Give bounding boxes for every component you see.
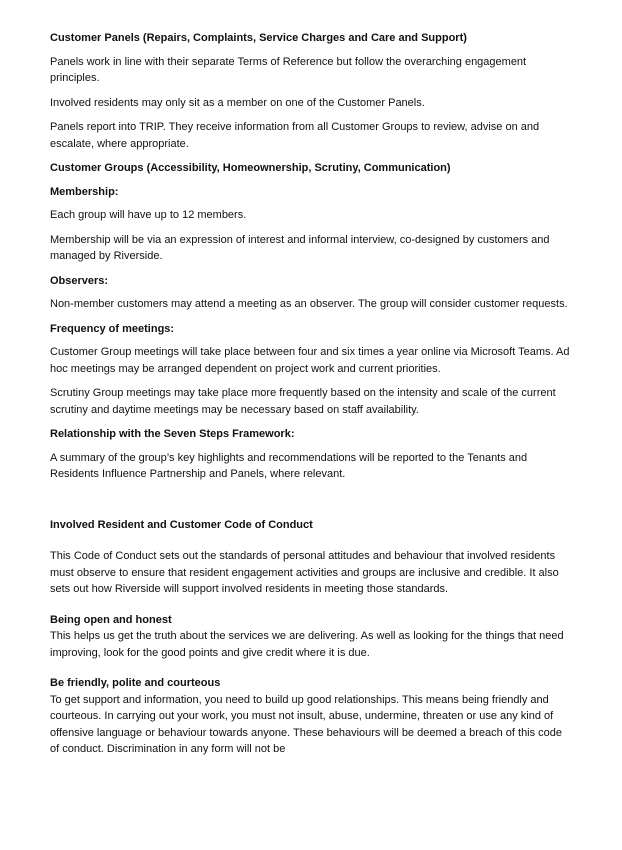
customer-groups-heading (50, 160, 570, 177)
customer-panels-heading (50, 30, 570, 47)
customer-panels-title-suffix: (Repairs, Complaints, Service Charges and Care and Support) (139, 32, 467, 44)
customer-panels-paragraph: Involved residents may only sit as a member on one of the Customer Panels. (50, 96, 425, 109)
membership-paragraph: Each group will have up to 12 members. (50, 209, 247, 221)
customer-groups-title-suffix: (Accessibility, Homeownership, Scrutiny, Communication) (143, 162, 451, 174)
customer-panels-title: Customer Panels (50, 32, 140, 44)
section-spacer (50, 491, 570, 517)
membership-heading: Membership: (50, 185, 119, 198)
code-of-conduct-intro: This Code of Conduct sets out the standards of personal attitudes and behaviour that involved residents must observe to ensure that resident engagement activities and groups are inclusive and credible. It also sets out how Riverside will support involved residents in meeting those standards. (50, 550, 559, 595)
customer-panels-paragraph: Panels work in line with their separate Terms of Reference but follow the overarching engagement principles. (50, 55, 527, 84)
membership-paragraph: Membership will be via an expression of interest and informal interview, co-designed by customers and managed by Riverside. (50, 233, 550, 262)
code-of-conduct-heading: Involved Resident and Customer Code of Conduct (50, 518, 313, 531)
observers-paragraph: Non-member customers may attend a meeting as an observer. The group will consider customer requests. (50, 298, 568, 310)
heading-spacer (50, 540, 570, 548)
friendly-text: To get support and information, you need to build up good relationships. This means being friendly and courteous. In carrying out your work, you must not insult, abuse, undermine, threaten or use any kind of offensive language or behaviour towards anyone. These behaviours will be deemed a breach of this code of conduct. Discrimination in any form will not be (50, 693, 563, 755)
relationship-heading: Relationship with the Seven Steps Framework: (50, 428, 295, 440)
relationship-paragraph: A summary of the group’s key highlights and recommendations will be reported to the Tenants and Residents Influence Partnership and Panels, where relevant. (50, 451, 528, 480)
frequency-heading: Frequency of meetings: (50, 322, 175, 335)
frequency-paragraph: Scrutiny Group meetings may take place more frequently based on the intensity and scale of the current scrutiny and daytime meetings may be necessary based on staff availability. (50, 387, 556, 416)
friendly-heading: Be friendly, polite and courteous (50, 677, 221, 689)
open-honest-heading: Being open and honest (50, 613, 172, 626)
frequency-paragraph: Customer Group meetings will take place between four and six times a year online via Microsoft Teams. Ad hoc meetings may be arranged dependent on project work and current priorities. (50, 346, 570, 375)
open-honest-text: This helps us get the truth about the services we are delivering. As well as looking for the things that need improving, look for the good points and give credit where it is due. (50, 630, 564, 659)
observers-heading: Observers: (50, 274, 109, 287)
customer-panels-paragraph: Panels report into TRIP. They receive information from all Customer Groups to review, advise on and escalate, where appropriate. (50, 121, 540, 150)
customer-groups-title: Customer Groups (50, 162, 144, 174)
document-page (50, 30, 570, 758)
